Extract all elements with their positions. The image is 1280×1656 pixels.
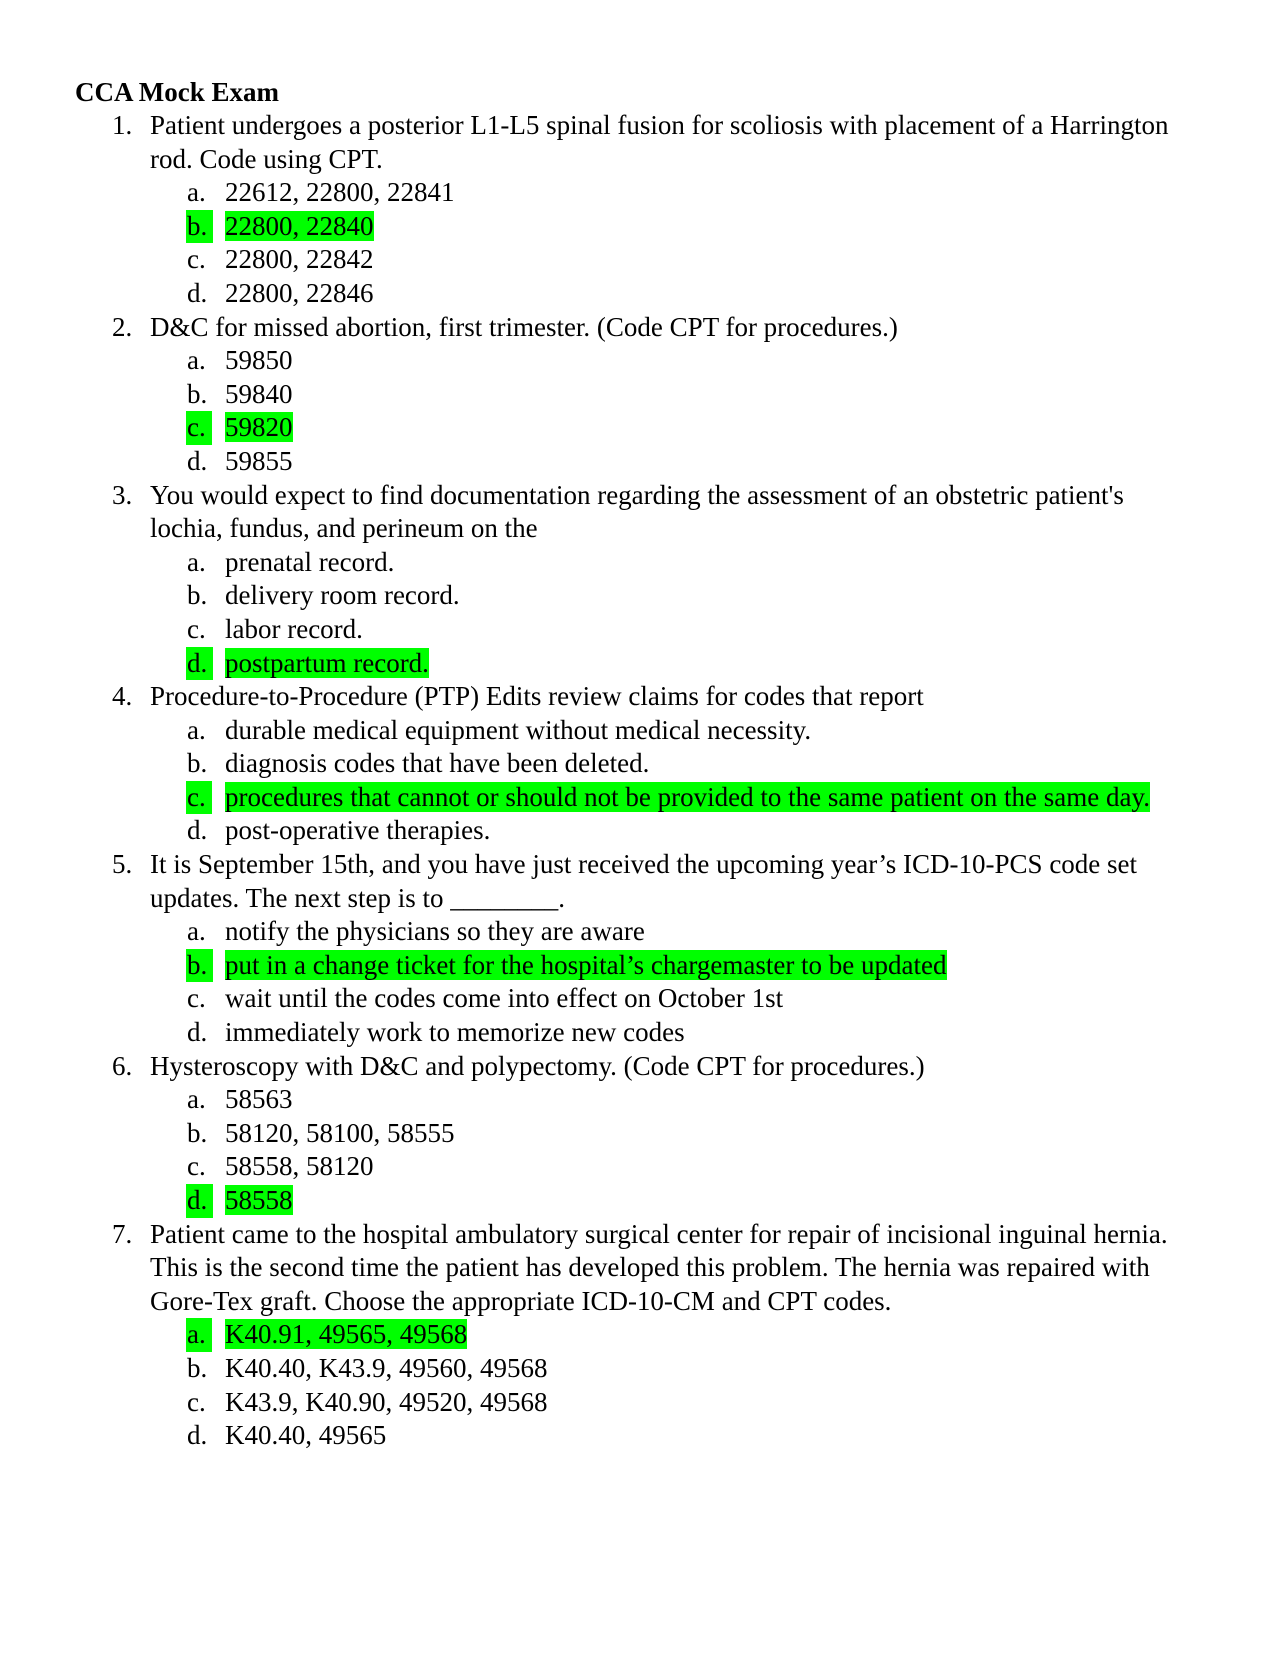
option-letter: a.	[187, 546, 206, 577]
question-text: Patient came to the hospital ambulatory surgical center for repair of incisional inguinal hernia. This is the second time the patient has developed this problem. The hernia was repaired with Gore-Tex graft. Choose the appropriate ICD-10-CM and CPT codes.	[150, 1218, 1168, 1316]
option-text: 58558, 58120	[225, 1151, 374, 1182]
question-1	[0, 109, 1280, 311]
question-number: 6.	[112, 1050, 133, 1081]
option-text: durable medical equipment without medical necessity.	[225, 714, 812, 745]
answer-option	[0, 1117, 1185, 1151]
option-letter: b.	[187, 1117, 208, 1148]
option-letter: b.	[186, 210, 213, 244]
option-list	[0, 1318, 1280, 1452]
answer-option-highlighted	[0, 210, 1185, 244]
option-letter: b.	[187, 580, 208, 611]
option-list	[0, 714, 1280, 848]
option-letter: b.	[186, 949, 213, 983]
option-letter: d.	[187, 277, 208, 308]
option-letter: d.	[186, 647, 213, 681]
question-number: 1.	[112, 110, 133, 140]
option-letter: b.	[187, 748, 208, 779]
option-letter: c.	[187, 983, 206, 1014]
option-text: post-operative therapies.	[225, 815, 491, 846]
option-text: 58120, 58100, 58555	[225, 1117, 455, 1148]
answer-option	[0, 176, 1185, 210]
option-text: 22800, 22842	[225, 244, 374, 275]
option-text: postpartum record.	[225, 647, 429, 678]
answer-option	[0, 579, 1185, 613]
option-text: 58558	[225, 1185, 293, 1215]
answer-option	[0, 277, 1185, 311]
question-3	[0, 479, 1280, 681]
option-text: K40.40, K43.9, 49560, 49568	[225, 1352, 548, 1383]
answer-option	[0, 344, 1185, 378]
option-letter: b.	[187, 378, 208, 409]
question-text: Patient undergoes a posterior L1-L5 spinal fusion for scoliosis with placement of a Harrington rod. Code using CPT.	[150, 110, 1169, 174]
option-text: wait until the codes come into effect on October 1st	[225, 983, 784, 1014]
answer-option	[0, 546, 1185, 580]
option-letter: c.	[187, 613, 206, 644]
answer-option-highlighted	[0, 1318, 1185, 1352]
option-text: 59840	[225, 378, 293, 409]
option-text: prenatal record.	[225, 546, 395, 577]
option-text: 59855	[225, 445, 293, 476]
answer-option-highlighted	[0, 781, 1185, 815]
option-letter: d.	[186, 1184, 213, 1218]
option-list	[0, 1083, 1280, 1217]
option-letter: a.	[187, 714, 206, 745]
option-text: 22612, 22800, 22841	[225, 177, 455, 208]
answer-option	[0, 1016, 1185, 1050]
option-letter: c.	[187, 244, 206, 275]
option-letter: d.	[187, 445, 208, 476]
answer-option	[0, 613, 1185, 647]
option-list	[0, 344, 1280, 478]
answer-option-highlighted	[0, 647, 1185, 681]
answer-option	[0, 915, 1185, 949]
option-text: K40.40, 49565	[225, 1420, 387, 1451]
answer-option	[0, 1386, 1185, 1420]
answer-option	[0, 1150, 1185, 1184]
answer-option	[0, 378, 1185, 412]
option-text: 58563	[225, 1084, 293, 1115]
option-letter: c.	[187, 1386, 206, 1417]
question-text: Procedure-to-Procedure (PTP) Edits review claims for codes that report	[150, 681, 924, 712]
question-text: D&C for missed abortion, first trimester. (Code CPT for procedures.)	[150, 311, 898, 342]
option-letter: d.	[187, 1420, 208, 1451]
option-text: procedures that cannot or should not be provided to the same patient on the same day.	[225, 781, 1150, 812]
question-number: 5.	[112, 849, 133, 880]
question-number: 4.	[112, 681, 133, 712]
question-text: Hysteroscopy with D&C and polypectomy. (Code CPT for procedures.)	[150, 1050, 925, 1081]
option-text: notify the physicians so they are aware	[225, 916, 645, 947]
option-letter: a.	[187, 345, 206, 376]
option-text: 59850	[225, 345, 293, 376]
question-4	[0, 680, 1280, 848]
option-text: K43.9, K40.90, 49520, 49568	[225, 1386, 548, 1417]
page-title: CCA Mock Exam	[75, 77, 279, 107]
option-letter: c.	[187, 1151, 206, 1182]
question-number: 2.	[112, 311, 133, 342]
option-letter: d.	[187, 815, 208, 846]
question-list	[0, 109, 1280, 1453]
answer-option	[0, 982, 1185, 1016]
question-number: 7.	[112, 1218, 133, 1249]
option-letter: a.	[187, 1084, 206, 1115]
option-text: delivery room record.	[225, 580, 460, 611]
answer-option	[0, 1419, 1185, 1453]
answer-option-highlighted	[0, 411, 1185, 445]
question-2	[0, 311, 1280, 479]
answer-option	[0, 1083, 1185, 1117]
option-text: diagnosis codes that have been deleted.	[225, 748, 650, 779]
answer-option-highlighted	[0, 1184, 1185, 1218]
option-letter: a.	[187, 177, 206, 208]
answer-option	[0, 714, 1185, 748]
option-text: 22800, 22846	[225, 277, 374, 308]
answer-option	[0, 814, 1185, 848]
option-text: put in a change ticket for the hospital’s chargemaster to be updated	[225, 949, 947, 980]
option-list	[0, 176, 1280, 310]
answer-option	[0, 1352, 1185, 1386]
question-5	[0, 848, 1280, 1050]
option-letter: a.	[187, 916, 206, 947]
option-list	[0, 915, 1280, 1049]
option-text: K40.91, 49565, 49568	[225, 1319, 468, 1350]
option-letter: b.	[187, 1352, 208, 1383]
option-letter: c.	[186, 781, 212, 815]
option-text: labor record.	[225, 613, 363, 644]
answer-option	[0, 243, 1185, 277]
option-letter: d.	[187, 1017, 208, 1048]
option-text: 22800, 22840	[225, 210, 374, 241]
option-letter: a.	[186, 1318, 212, 1352]
question-text: It is September 15th, and you have just received the upcoming year’s ICD-10-PCS code set updates. The next step is to ________.	[150, 849, 1138, 913]
question-6	[0, 1050, 1280, 1218]
answer-option-highlighted	[0, 949, 1185, 983]
option-text: immediately work to memorize new codes	[225, 1017, 685, 1048]
option-list	[0, 546, 1280, 680]
answer-option	[0, 747, 1185, 781]
question-number: 3.	[112, 479, 133, 510]
option-letter: c.	[186, 411, 212, 445]
option-text: 59820	[225, 412, 293, 443]
answer-option	[0, 445, 1185, 479]
question-7	[0, 1218, 1280, 1453]
question-text: You would expect to find documentation regarding the assessment of an obstetric patient's lochia, fundus, and perineum on the	[150, 479, 1124, 544]
